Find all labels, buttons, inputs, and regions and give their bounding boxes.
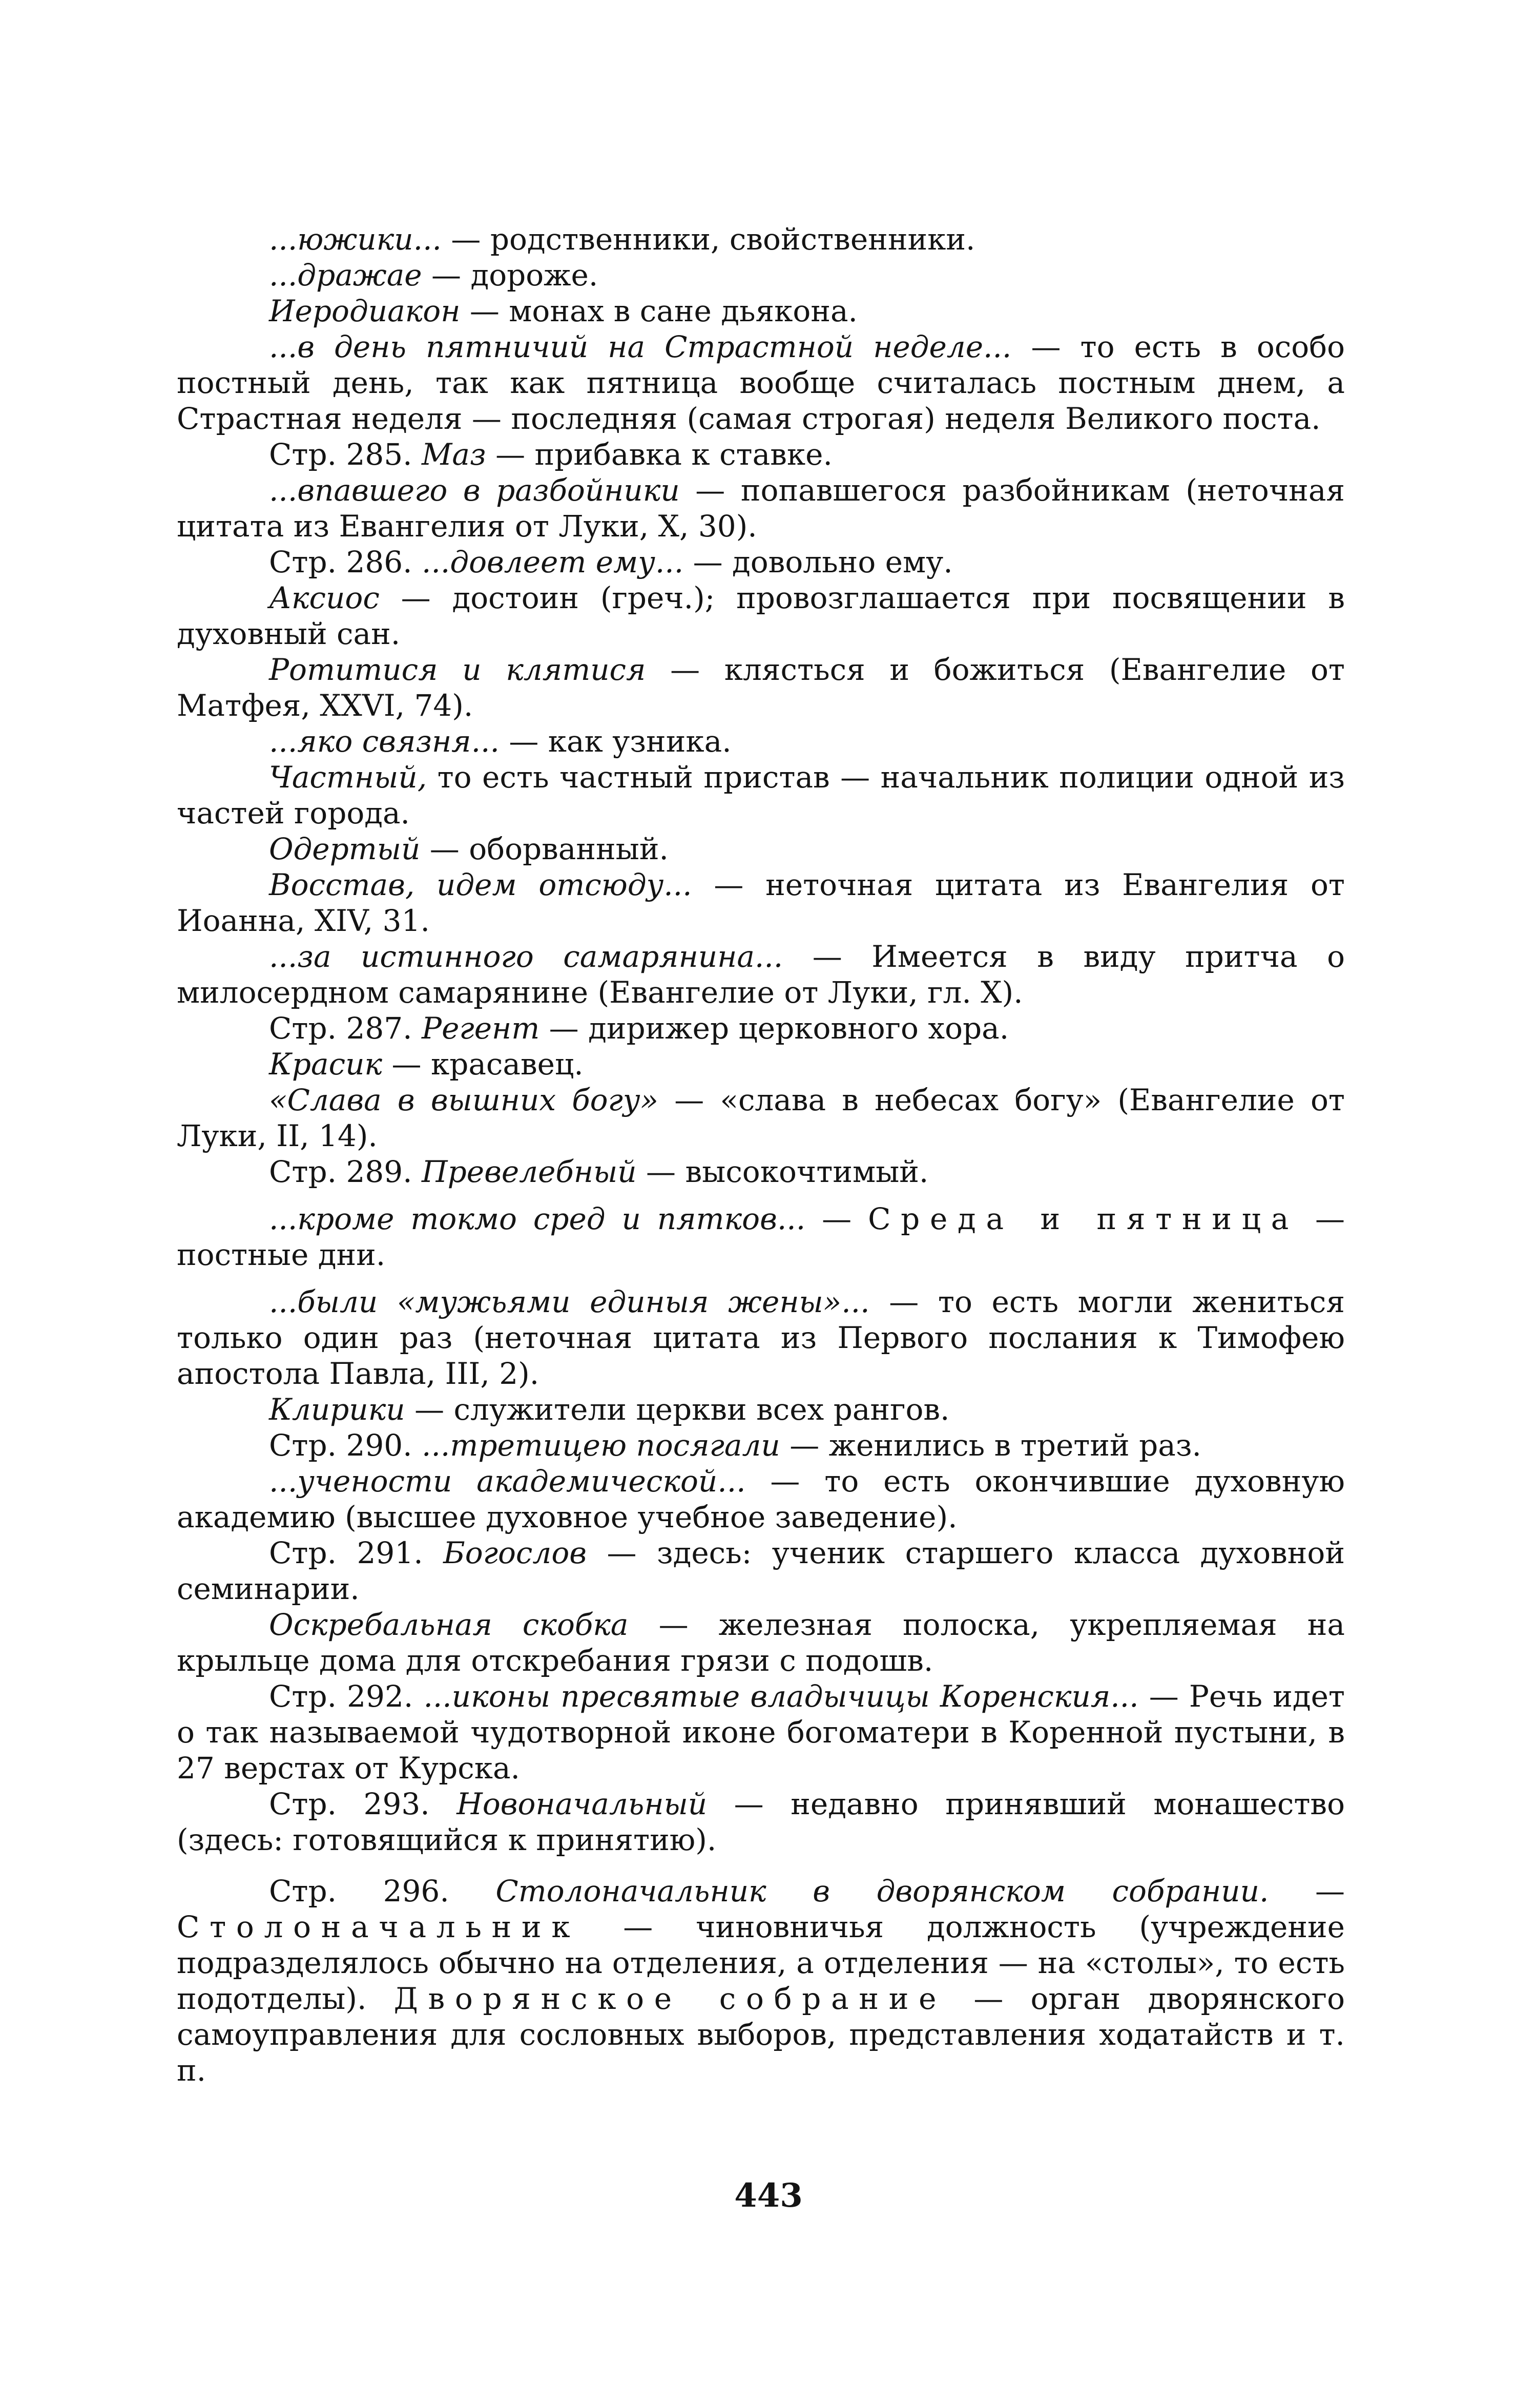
note-prefix: Стр. 291. [269,1535,444,1570]
page-number: 443 [734,2176,803,2215]
note-text: — Речь идет о так называемой чудотворной иконе богоматери в Коренной пустыни, в 27 верстах от Курска. [177,1679,1345,1786]
note-term: Оскребальная скобка [269,1607,629,1642]
note-entry [177,1607,1345,1678]
note-term: ...южики... [269,222,442,257]
note-prefix: Стр. 287. [269,1011,422,1046]
note-text: — [1269,1874,1345,1908]
note-term: ...яко связня... [269,724,500,759]
note-text: — то есть могли жениться только один раз (неточная цитата из Первого послания к Тимофею апостола Павла, III, 2). [177,1284,1345,1391]
note-entry [177,580,1345,652]
note-text: — красавец. [382,1047,584,1082]
note-term: Частный, [269,760,427,795]
note-text: — недавно принявший монашество (здесь: готовящийся к принятию). [177,1787,1345,1857]
note-term: Аксиос [269,580,380,615]
note-text: — монах в сане дьякона. [460,294,858,328]
note-entry [177,1463,1345,1535]
note-entry [177,759,1345,831]
note-entry [177,293,1345,329]
note-text: — дороже. [422,258,598,293]
note-term: ...кроме токмо сред и пятков... [269,1201,806,1236]
note-term: Маз [422,437,486,472]
note-entry [177,1392,1345,1427]
note-text: — дирижер церковного хора. [539,1011,1009,1046]
note-text: — «слава в небесах богу» (Евангелие от Луки, II, 14). [177,1083,1345,1153]
note-term: Регент [422,1011,540,1046]
note-entry [177,437,1345,472]
note-term: Красик [269,1047,383,1082]
note-term: ...за истинного самарянина... [269,939,783,974]
note-term: «Слава в вышних богу» [269,1083,659,1117]
note-prefix: Стр. 285. [269,437,422,472]
note-text: то есть частный пристав — начальник полиции одной из частей города. [177,760,1345,831]
note-entry [177,1427,1345,1463]
note-prefix: Стр. 292. [269,1679,424,1714]
note-entry [177,1284,1345,1392]
note-entry [177,257,1345,293]
note-text: — женились в третий раз. [780,1428,1201,1463]
note-text: — [805,1201,868,1236]
note-term: Превелебный [422,1154,637,1189]
note-entry [177,544,1345,580]
note-entry [177,1535,1345,1607]
note-entry [177,1786,1345,1858]
note-term: ...третицею посягали [422,1428,780,1463]
note-term: ...дражае [269,258,422,293]
note-entry [177,652,1345,723]
note-text: — клясться и божиться (Евангелие от Матфея, XXVI, 74). [177,652,1345,723]
note-text: — как узника. [499,724,732,759]
note-entry [177,939,1345,1010]
note-term: Новоначальный [456,1787,708,1821]
note-term: Богослов [443,1535,587,1570]
note-text-end: — орган дворянского самоуправления для сословных выборов, представления ходатайств и т. п. [177,1981,1345,2088]
note-entry [177,472,1345,544]
note-prefix: Стр. 296. [269,1874,496,1908]
note-term: ...были «мужьями единыя жены»... [269,1284,870,1319]
note-entry [177,221,1345,257]
note-entry [177,831,1345,867]
note-entry [177,1010,1345,1046]
note-term: ...довлеет ему... [422,545,684,579]
note-term: ...учености академической... [269,1464,746,1499]
note-text: — железная полоска, укрепляемая на крыльце дома для отскребания грязи с подошв. [177,1607,1345,1678]
note-text: — родственники, свойственники. [441,222,975,257]
note-entry [177,1678,1345,1786]
note-term: Восстав, идем отсюду... [269,867,692,902]
note-text: — неточная цитата из Евангелия от Иоанна, XIV, 31. [177,867,1345,938]
note-entry [177,329,1345,437]
note-text: — оборванный. [420,832,669,866]
note-entry [177,1082,1345,1154]
note-entry [177,1201,1345,1273]
note-prefix: Стр. 293. [269,1787,457,1821]
note-text: — довольно ему. [683,545,953,579]
note-entry [177,723,1345,759]
note-term: Иеродиакон [269,294,461,328]
note-text: — попавшегося разбойникам (неточная цитата из Евангелия от Луки, X, 30). [177,473,1345,544]
note-text: — служители церкви всех рангов. [405,1392,950,1427]
note-term: Одертый [269,832,421,866]
note-spaced-term: Столоначальник [177,1909,580,1944]
note-prefix: Стр. 290. [269,1428,422,1463]
note-prefix: Стр. 289. [269,1154,422,1189]
note-entry [177,1046,1345,1082]
note-text: — то есть в особо постный день, так как пятница вообще считалась постным днем, а Страстная неделя — последняя (самая строгая) неделя Великого поста. [177,329,1345,436]
note-entry [177,1873,1345,2088]
note-text: — здесь: ученик старшего класса духовной семинарии. [177,1535,1345,1606]
note-entry [177,1154,1345,1190]
note-text: — Имеется в виду притча о милосердном самарянине (Евангелие от Луки, гл. X). [177,939,1345,1010]
note-text: — достоин (греч.); провозглашается при посвящении в духовный сан. [177,580,1345,651]
note-entry [177,867,1345,939]
note-text: — то есть окончившие духовную академию (высшее духовное учебное заведение). [177,1464,1345,1534]
note-term: Клирики [269,1392,405,1427]
note-term: ...впавшего в разбойники [269,473,680,508]
note-prefix: Стр. 286. [269,545,422,579]
note-term: Столоначальник в дворянском собрании. [495,1874,1269,1908]
note-spaced-term-2: Дворянское собрание [393,1981,947,2016]
note-term: ...в день пятничий на Страстной неделе... [269,329,1012,364]
note-text-cont: — постные дни. [177,1201,1345,1272]
note-text: — прибавка к ставке. [486,437,833,472]
note-term: ...иконы пресвятые владычицы Коренския... [423,1679,1139,1714]
note-text: — высокочтимый. [636,1154,929,1189]
note-spaced-term: Среда и пятница [868,1201,1299,1236]
notes-text [177,221,1345,2088]
note-term: Ротитися и клятися [269,652,646,687]
note-text-cont: — чиновничья должность (учреждение подразделялось обычно на отделения, а отделения — на «столы», то есть подотделы). [177,1909,1345,2016]
